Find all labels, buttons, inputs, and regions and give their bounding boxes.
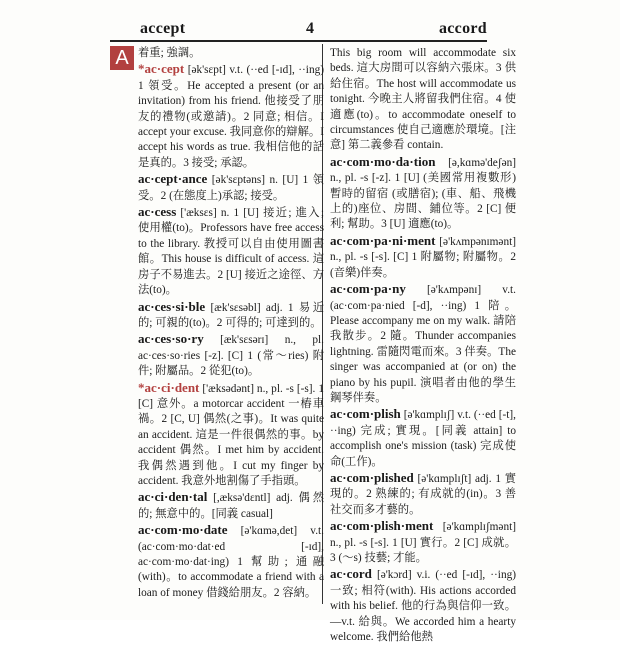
dictionary-entry — [138, 380, 324, 490]
entry-headword: ac·com·pa·ni·ment — [330, 232, 436, 248]
entry-definition: [ə'kɑmplɪʃt] adj. 1 實現的。2 熟練的; 有成就的(in)。3 善社交而多才藝的。 — [330, 472, 516, 516]
entry-definition: [ə'kɑmplɪʃmənt] n., pl. -s [-s]. 1 [U] 實行。2 [C] 成就。3 (～s) 技藝; 才能。 — [330, 521, 516, 564]
continued-text — [330, 46, 516, 154]
entry-definition: [ə'kʌmpənɪmənt] n., pl. -s [-s]. [C] 1 附屬物; 附屬物。2 (音樂)伴奏。 — [330, 235, 516, 279]
entry-definition: This big room will accommodate six beds. 這大房間可以容納六張床。3 供給住宿。The host will accommodate us tonight. 今晚主人將留我們住宿。4 使適應(to)。to accommodate oneself to circumstances 使自己適應於環境。[注意] 第二義參看 contain. — [330, 47, 516, 152]
entry-headword: *ac·cept — [138, 61, 185, 77]
page-number: 4 — [306, 20, 315, 37]
entry-headword: ac·cept·ance — [138, 171, 208, 187]
left-column — [138, 46, 324, 602]
continued-text — [138, 46, 324, 61]
dictionary-entry — [138, 61, 324, 171]
entry-definition: ['æksədənt] n., pl. -s [-s]. 1 [C] 意外。a motorcar accident 一樁車禍。2 [C, U] 偶然(之事)。It was quite an accident. 這是一件很偶然的事。by accident 偶然。I met him by accident. 我偶然遇到他。I cut my finger by accident. 我意外地割傷了手指頭。 — [138, 382, 324, 487]
header-rule — [110, 40, 487, 42]
right-guide-word: accord — [438, 20, 487, 37]
dictionary-entry — [330, 470, 516, 518]
entry-headword: ac·cord — [330, 566, 372, 582]
dictionary-entry — [330, 281, 516, 406]
entry-definition: [æk'sɛsəbl] adj. 1 易近的; 可親的(to)。2 可得的; 可達到的。 — [138, 301, 324, 329]
dictionary-entry — [138, 489, 324, 522]
entry-headword: ac·ces·si·ble — [138, 298, 206, 314]
entry-definition: [ə'kɑmə,det] v.t. (ac·com·mo·dat·ed [-ɪd], ac·com·mo·dat·ing) 1 幫助; 通融(with)。to accommodate a friend with a loan of money 借錢給朋友。2 容納。 — [138, 525, 324, 599]
entry-definition: [,æksə'dɛntl] adj. 偶然的; 無意中的。[同義 casual] — [138, 492, 324, 520]
left-guide-word: accept — [140, 20, 186, 37]
entry-definition: [ə,kɑmə'deʃən] n., pl. -s [-z]. 1 [U] (美國常用複數形) 暫時的留宿 (或膳宿); (車、船、飛機上的)座位、房間、鋪位等。2 [C] 便利; 幫助。3 [U] 適應(to)。 — [330, 156, 516, 231]
entry-headword: ac·ci·den·tal — [138, 489, 208, 505]
dictionary-entry — [138, 171, 324, 204]
right-column — [330, 46, 516, 644]
entry-headword: ac·com·pa·ny — [330, 281, 406, 297]
dictionary-entry — [138, 522, 324, 601]
dictionary-entry — [330, 566, 516, 645]
entry-definition: 着重; 強調。 — [138, 47, 201, 59]
letter-tab: A — [110, 46, 134, 70]
entry-headword: ac·ces·so·ry — [138, 331, 204, 347]
entry-definition: [ə'kɑmplɪʃ] v.t. (··ed [-t], ··ing) 完成; 實現。[同義 attain] to accomplish one's mission (task) 完成使命(工作)。 — [330, 409, 516, 468]
entry-definition: [æk'sɛsərɪ] n., pl. ac·ces·so·ries [-z]. [C] 1 (常～ries) 附件; 附屬品。2 從犯(to)。 — [138, 334, 324, 378]
entry-definition: [ə'kɔrd] v.i. (··ed [-ɪd], ··ing) 一致; 相符(with). His actions accorded with his belief. 他的行為與信仰一致。—v.t. 給與。We accorded him a hearty welcome. 我們給他熱 — [330, 569, 516, 644]
dictionary-entry — [330, 406, 516, 470]
entry-headword: ac·com·plish·ment — [330, 518, 434, 534]
entry-headword: ac·com·mo·date — [138, 522, 228, 538]
entry-definition: [ək'sɛptəns] n. [U] 1 領受。2 (在態度上)承認; 接受。 — [138, 174, 325, 202]
entry-definition: [ə'kʌmpənɪ] v.t. (ac·com·pa·nied [-d], ··ing) 1 陪。Please accompany me on my walk. 請陪我散步。2 隨。Thunder accompanies lightning. 雷隨閃電而來。3 伴奏。The singer was accompanied at (or on) the piano by his pupil. 演唱者由他的學生鋼琴伴奏。 — [330, 284, 516, 404]
dictionary-entry — [330, 233, 516, 281]
dictionary-entry — [330, 154, 516, 233]
entry-headword: ac·com·mo·da·tion — [330, 153, 436, 169]
entry-definition: [ək'sɛpt] v.t. (··ed [-ɪd], ··ing) 1 領受。He accepted a present (or an invitation) from his friend. 他接受了朋友的禮物(或邀請)。2 同意; 相信。I accept your excuse. 我同意你的辯解。I accept his words as true. 我相信他的話是真的。3 接受; 承認。 — [138, 64, 325, 169]
dictionary-entry — [330, 518, 516, 566]
entry-headword: ac·com·plish — [330, 406, 401, 422]
entry-headword: ac·com·plished — [330, 469, 414, 485]
dictionary-entry — [138, 299, 324, 332]
entry-definition: ['æksɛs] n. 1 [U] 接近; 進入; 使用權(to)。Professors have free access to the library. 教授可以自由使用圖書館。This house is difficult of access. 這房子不易進去。2 [U] 接近之途徑、方法(to)。 — [138, 207, 325, 297]
entry-headword: *ac·ci·dent — [138, 379, 200, 395]
dictionary-entry — [138, 331, 324, 379]
dictionary-entry — [138, 204, 324, 298]
entry-headword: ac·cess — [138, 204, 177, 220]
